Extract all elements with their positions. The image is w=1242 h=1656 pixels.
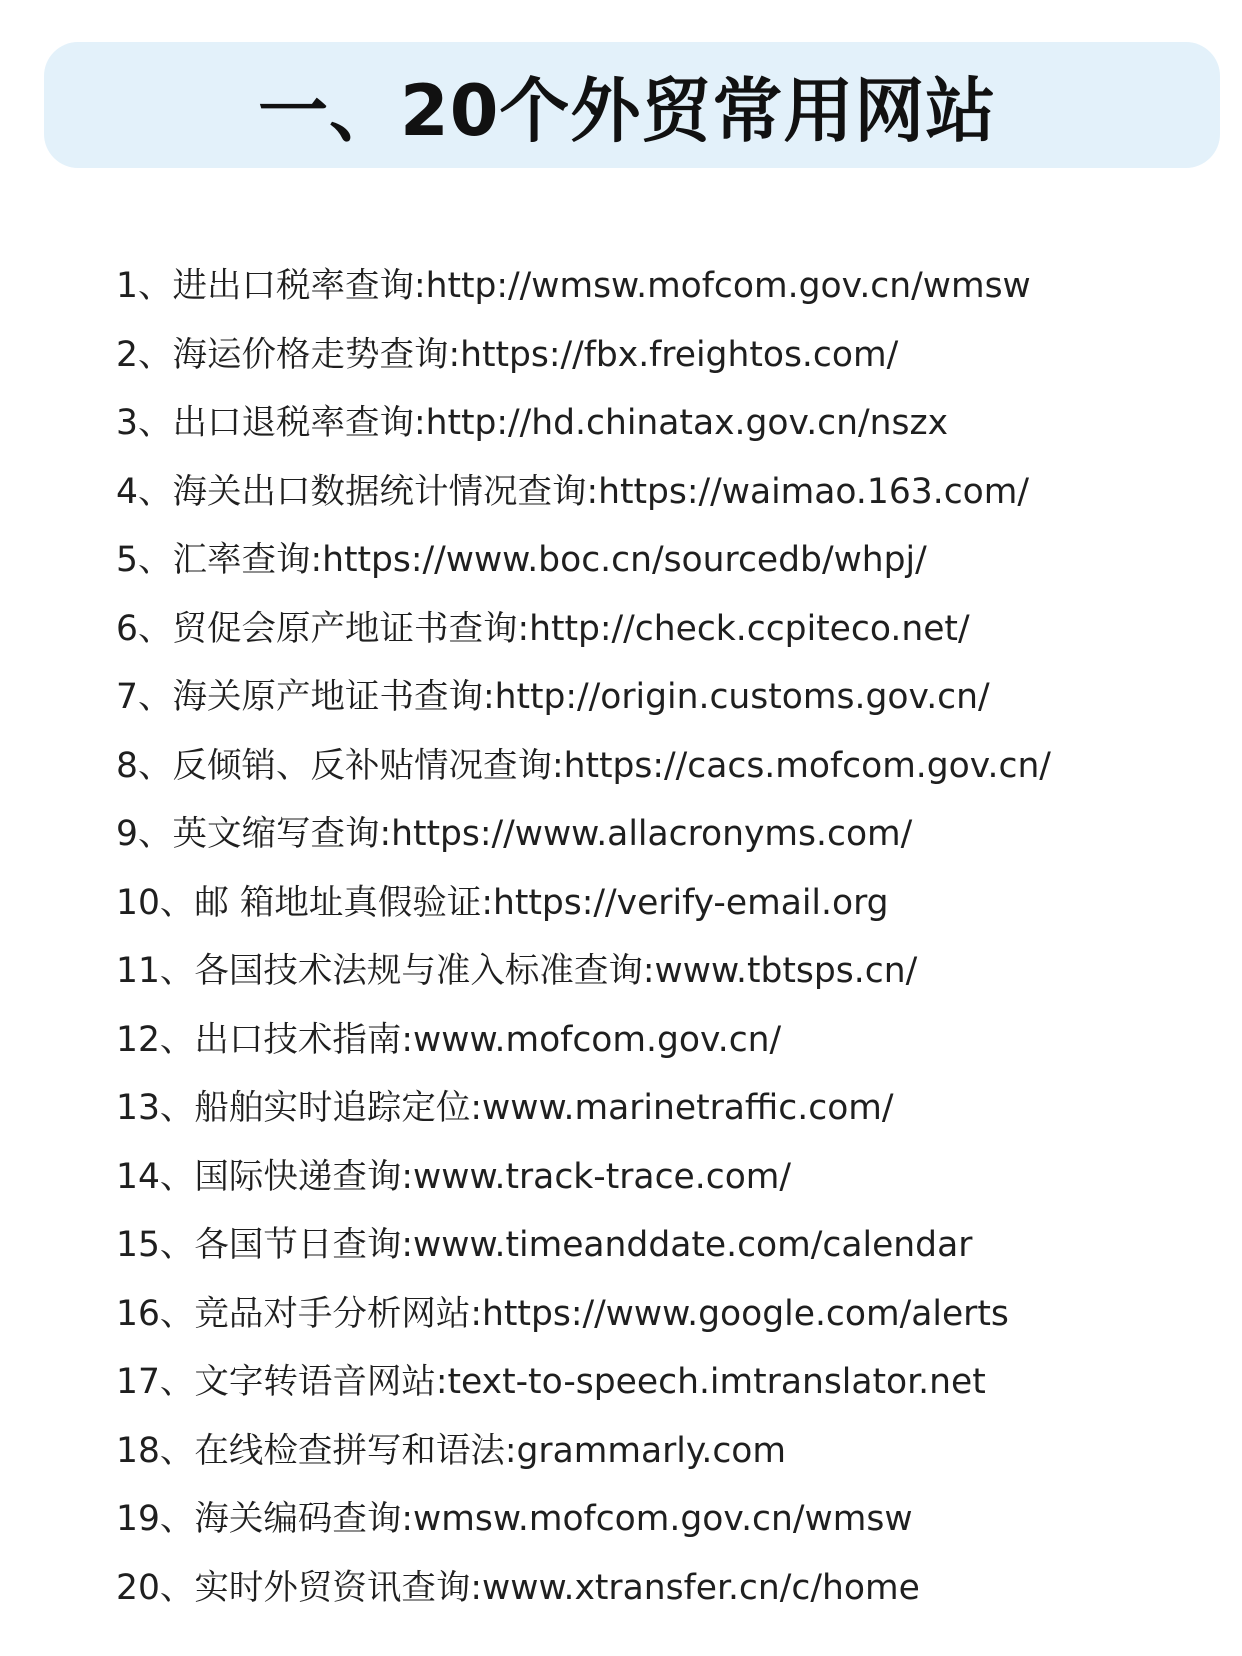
site-item-5: 5、汇率查询:https://www.boc.cn/sourcedb/whpj/ xyxy=(116,540,927,580)
site-item-11: 11、各国技术法规与准入标准查询:www.tbtsps.cn/ xyxy=(116,951,918,991)
site-item-4: 4、海关出口数据统计情况查询:https://waimao.163.com/ xyxy=(116,471,1030,512)
site-item-3: 3、出口退税率查询:http://hd.chinatax.gov.cn/nszx xyxy=(116,403,949,443)
site-item-17: 17、文字转语音网站:text-to-speech.imtranslator.net xyxy=(116,1362,986,1402)
page-title: 一、20个外贸常用网站 xyxy=(258,69,997,152)
site-list xyxy=(116,252,1051,1622)
site-item-13: 13、船舶实时追踪定位:www.marinetraffic.com/ xyxy=(116,1088,894,1128)
site-item-15: 15、各国节日查询:www.timeanddate.com/calendar xyxy=(116,1225,973,1265)
site-item-6: 6、贸促会原产地证书查询:http://check.ccpiteco.net/ xyxy=(116,608,970,649)
site-item-20: 20、实时外贸资讯查询:www.xtransfer.cn/c/home xyxy=(116,1567,920,1608)
site-item-9: 9、英文缩写查询:https://www.allacronyms.com/ xyxy=(116,814,913,854)
title-banner xyxy=(44,42,1220,168)
site-item-19: 19、海关编码查询:wmsw.mofcom.gov.cn/wmsw xyxy=(116,1499,913,1539)
site-item-12: 12、出口技术指南:www.mofcom.gov.cn/ xyxy=(116,1019,782,1060)
site-item-10: 10、邮 箱地址真假验证:https://verify-email.org xyxy=(116,882,889,923)
site-item-2: 2、海运价格走势查询:https://fbx.freightos.com/ xyxy=(116,334,899,375)
site-item-16: 16、竞品对手分析网站:https://www.google.com/alerts xyxy=(116,1293,1009,1334)
site-item-18: 18、在线检查拼写和语法:grammarly.com xyxy=(116,1430,787,1471)
site-item-8: 8、反倾销、反补贴情况查询:https://cacs.mofcom.gov.cn/ xyxy=(116,745,1051,786)
site-item-1: 1、进出口税率查询:http://wmsw.mofcom.gov.cn/wmsw xyxy=(116,266,1031,306)
site-item-14: 14、国际快递查询:www.track-trace.com/ xyxy=(116,1156,792,1197)
site-item-7: 7、海关原产地证书查询:http://origin.customs.gov.cn/ xyxy=(116,677,990,717)
